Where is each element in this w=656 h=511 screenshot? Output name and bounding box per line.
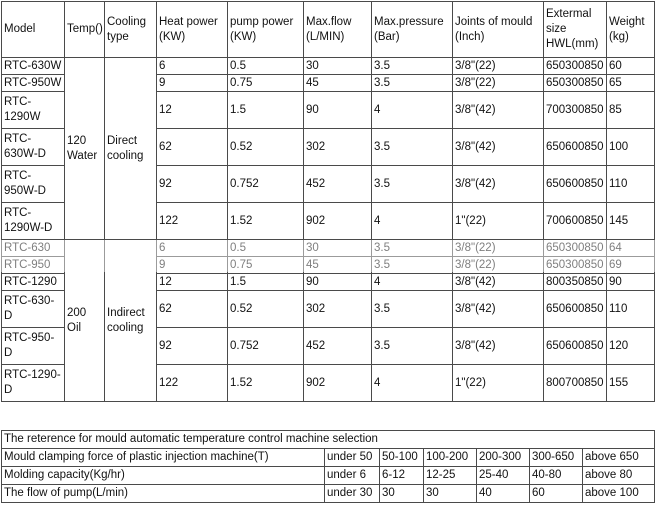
pump-power-cell: 0.75 [228,257,304,274]
model-cell: RTC-950 [2,257,65,274]
pump-power-cell: 0.52 [228,129,304,166]
weight-cell: 64 [607,240,655,257]
size-cell: 650300850 [544,58,607,75]
max-pressure-cell: 4 [372,365,453,402]
heat-power-cell: 12 [157,92,228,129]
size-cell: 700300850 [544,92,607,129]
max-pressure-cell: 3.5 [372,129,453,166]
weight-cell: 155 [607,365,655,402]
heat-power-cell: 6 [157,58,228,75]
joints-cell: 3/8"(42) [453,328,544,365]
pump-power-cell: 1.5 [228,274,304,291]
pump-power-cell: 1.5 [228,92,304,129]
size-cell: 650300850 [544,240,607,257]
weight-cell: 120 [607,328,655,365]
heat-power-cell: 6 [157,240,228,257]
selection-value-cell: 60 [530,485,583,503]
max-pressure-cell: 3.5 [372,291,453,328]
size-cell: 800700850 [544,365,607,402]
max-flow-cell: 452 [304,328,372,365]
size-cell: 650300850 [544,75,607,92]
max-pressure-cell: 4 [372,92,453,129]
header-joints: Joints of mould (Inch) [453,2,544,58]
model-cell: RTC-630 [2,240,65,257]
max-flow-cell: 302 [304,129,372,166]
selection-value-cell: above 80 [583,467,655,485]
selection-value-cell: 25-40 [477,467,530,485]
model-cell: RTC-950W [2,75,65,92]
table-row [2,58,655,75]
max-flow-cell: 90 [304,274,372,291]
cooling-type-cell: Indirect cooling [105,240,157,402]
max-pressure-cell: 3.5 [372,240,453,257]
header-max-pressure: Max.pressure (Bar) [372,2,453,58]
joints-cell: 3/8"(22) [453,75,544,92]
size-cell: 650300850 [544,257,607,274]
cooling-type-cell: Direct cooling [105,58,157,240]
max-pressure-cell: 4 [372,203,453,240]
max-pressure-cell: 3.5 [372,75,453,92]
header-heat-power: Heat power (KW) [157,2,228,58]
weight-cell: 145 [607,203,655,240]
table-row [2,449,655,467]
heat-power-cell: 122 [157,365,228,402]
selection-table [1,430,655,503]
pump-power-cell: 0.52 [228,291,304,328]
selection-value-cell: 40-80 [530,467,583,485]
table-row [2,240,655,257]
temp-cell: 120 Water [65,58,105,240]
selection-value-cell: above 100 [583,485,655,503]
model-cell: RTC-1290-D [2,365,65,402]
heat-power-cell: 62 [157,129,228,166]
max-flow-cell: 902 [304,365,372,402]
heat-power-cell: 92 [157,166,228,203]
selection-value-cell: under 30 [325,485,380,503]
selection-value-cell: 100-200 [424,449,477,467]
joints-cell: 3/8"(42) [453,274,544,291]
joints-cell: 3/8"(22) [453,257,544,274]
size-cell: 800350850 [544,274,607,291]
weight-cell: 110 [607,291,655,328]
max-flow-cell: 30 [304,240,372,257]
max-flow-cell: 90 [304,92,372,129]
selection-value-cell: 30 [424,485,477,503]
selection-value-cell: under 50 [325,449,380,467]
max-pressure-cell: 3.5 [372,58,453,75]
spec-header-row [2,2,655,58]
spec-table [1,1,655,402]
selection-value-cell: 200-300 [477,449,530,467]
weight-cell: 85 [607,92,655,129]
model-cell: RTC-950-D [2,328,65,365]
heat-power-cell: 62 [157,291,228,328]
selection-value-cell: 40 [477,485,530,503]
selection-title: The reterence for mould automatic temperature control machine selection [2,431,655,449]
max-pressure-cell: 4 [372,274,453,291]
joints-cell: 3/8"(42) [453,92,544,129]
pump-power-cell: 0.752 [228,166,304,203]
header-model: Model [2,2,65,58]
header-cooling-type: Cooling type [105,2,157,58]
header-max-flow: Max.flow (L/MIN) [304,2,372,58]
max-flow-cell: 30 [304,58,372,75]
selection-value-cell: 300-650 [530,449,583,467]
selection-label-cell: Molding capacity(Kg/hr) [2,467,325,485]
model-cell: RTC-630W-D [2,129,65,166]
selection-title-row [2,431,655,449]
header-external-size: Extermal size HWL(mm) [544,2,607,58]
selection-value-cell: 30 [380,485,424,503]
weight-cell: 90 [607,274,655,291]
table-row [2,467,655,485]
selection-value-cell: 12-25 [424,467,477,485]
size-cell: 650600850 [544,166,607,203]
pump-power-cell: 1.52 [228,203,304,240]
heat-power-cell: 122 [157,203,228,240]
max-pressure-cell: 3.5 [372,166,453,203]
header-pump-power: pump power (KW) [228,2,304,58]
weight-cell: 110 [607,166,655,203]
model-cell: RTC-1290W-D [2,203,65,240]
joints-cell: 3/8"(42) [453,291,544,328]
heat-power-cell: 12 [157,274,228,291]
joints-cell: 3/8"(22) [453,58,544,75]
size-cell: 650600850 [544,328,607,365]
table-row [2,485,655,503]
size-cell: 650600850 [544,129,607,166]
joints-cell: 3/8"(42) [453,166,544,203]
selection-value-cell: above 650 [583,449,655,467]
weight-cell: 69 [607,257,655,274]
header-weight: Weight (kg) [607,2,655,58]
selection-value-cell: under 6 [325,467,380,485]
pump-power-cell: 0.5 [228,58,304,75]
heat-power-cell: 92 [157,328,228,365]
joints-cell: 1"(22) [453,365,544,402]
size-cell: 700600850 [544,203,607,240]
max-pressure-cell: 3.5 [372,257,453,274]
model-cell: RTC-630-D [2,291,65,328]
joints-cell: 1"(22) [453,203,544,240]
max-pressure-cell: 3.5 [372,328,453,365]
heat-power-cell: 9 [157,75,228,92]
max-flow-cell: 45 [304,75,372,92]
selection-label-cell: Mould clamping force of plastic injection machine(T) [2,449,325,467]
header-temp: Temp() [65,2,105,58]
pump-power-cell: 0.5 [228,240,304,257]
temp-cell: 200 Oil [65,240,105,402]
model-cell: RTC-950W-D [2,166,65,203]
max-flow-cell: 302 [304,291,372,328]
pump-power-cell: 0.752 [228,328,304,365]
size-cell: 650600850 [544,291,607,328]
joints-cell: 3/8"(42) [453,129,544,166]
selection-label-cell: The flow of pump(L/min) [2,485,325,503]
pump-power-cell: 0.75 [228,75,304,92]
weight-cell: 65 [607,75,655,92]
weight-cell: 100 [607,129,655,166]
selection-value-cell: 50-100 [380,449,424,467]
weight-cell: 60 [607,58,655,75]
max-flow-cell: 45 [304,257,372,274]
model-cell: RTC-630W [2,58,65,75]
joints-cell: 3/8"(22) [453,240,544,257]
pump-power-cell: 1.52 [228,365,304,402]
heat-power-cell: 9 [157,257,228,274]
selection-value-cell: 6-12 [380,467,424,485]
model-cell: RTC-1290W [2,92,65,129]
model-cell: RTC-1290 [2,274,65,291]
max-flow-cell: 902 [304,203,372,240]
max-flow-cell: 452 [304,166,372,203]
